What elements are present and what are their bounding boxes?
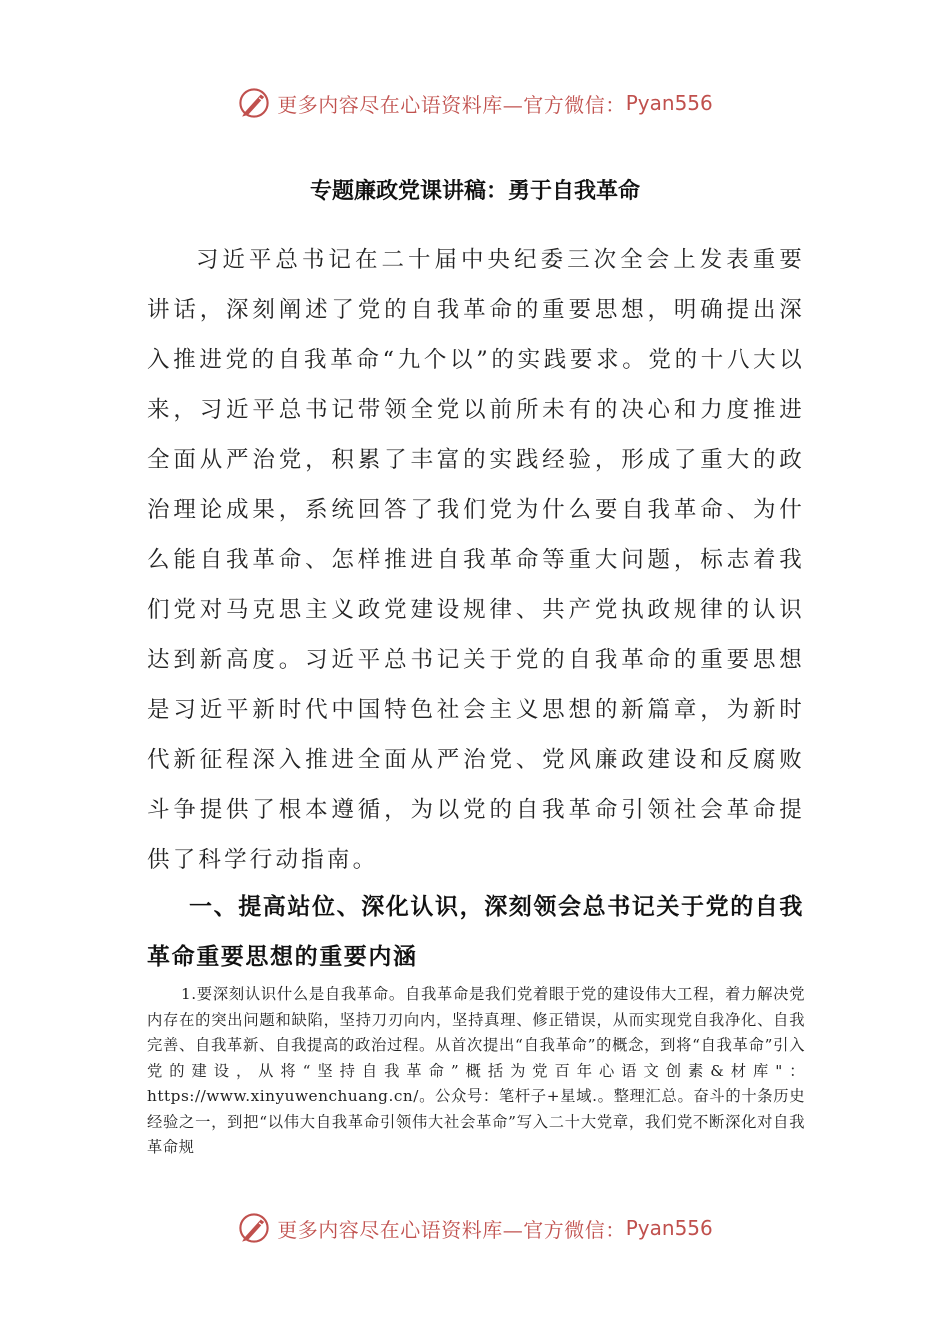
banner-text: 更多内容尽在心语资料库—官方微信：: [277, 92, 626, 117]
header-banner: [0, 83, 950, 123]
section-heading: [147, 882, 805, 982]
body-paragraph: [147, 235, 805, 885]
section-heading-text: 一、提高站位、深化认识，深刻领会总书记关于党的自我革命重要思想的重要内涵: [147, 894, 804, 970]
footer-banner: [0, 1208, 950, 1248]
banner-text: 更多内容尽在心语资料库—官方微信：: [277, 1217, 626, 1242]
subsection-paragraph-text: 1.要深刻认识什么是自我革命。自我革命是我们党着眼于党的建设伟大工程，着力解决党内存在的突出问题和缺陷，坚持刀刃向内，坚持真理、修正错误，从而实现党自我净化、自我完善、自我革新、自我提高的政治过程。从首次提出“自我革命”的概念，到将“自我革命”引入党的建设，从将“坚持自我革命”概括为党百年心语文创素&材库"：https://www.xinyuwenchuang.cn/。公众号：笔杆子+星域.。整理汇总。奋斗的十条历史经验之一，到把“以伟大自我革命引领伟大社会革命”写入二十大党章，我们党不断深化对自我革命规: [147, 985, 805, 1156]
pen-logo-icon: [237, 1211, 271, 1245]
banner-handle: Pyan556: [625, 91, 713, 115]
subsection-paragraph: [147, 982, 805, 1161]
banner-handle: Pyan556: [625, 1216, 713, 1240]
pen-logo-icon: [237, 86, 271, 120]
page-title: 专题廉政党课讲稿：勇于自我革命: [309, 179, 640, 204]
body-paragraph-text: 习近平总书记在二十届中央纪委三次全会上发表重要讲话，深刻阐述了党的自我革命的重要思想，明确提出深入推进党的自我革命“九个以”的实践要求。党的十八大以来，习近平总书记带领全党以前所未有的决心和力度推进全面从严治党，积累了丰富的实践经验，形成了重大的政治理论成果，系统回答了我们党为什么要自我革命、为什么能自我革命、怎样推进自我革命等重大问题，标志着我们党对马克思主义政党建设规律、共产党执政规律的认识达到新高度。习近平总书记关于党的自我革命的重要思想是习近平新时代中国特色社会主义思想的新篇章，为新时代新征程深入推进全面从严治党、党风廉政建设和反腐败斗争提供了根本遵循，为以党的自我革命引领社会革命提供了科学行动指南。: [147, 247, 805, 873]
